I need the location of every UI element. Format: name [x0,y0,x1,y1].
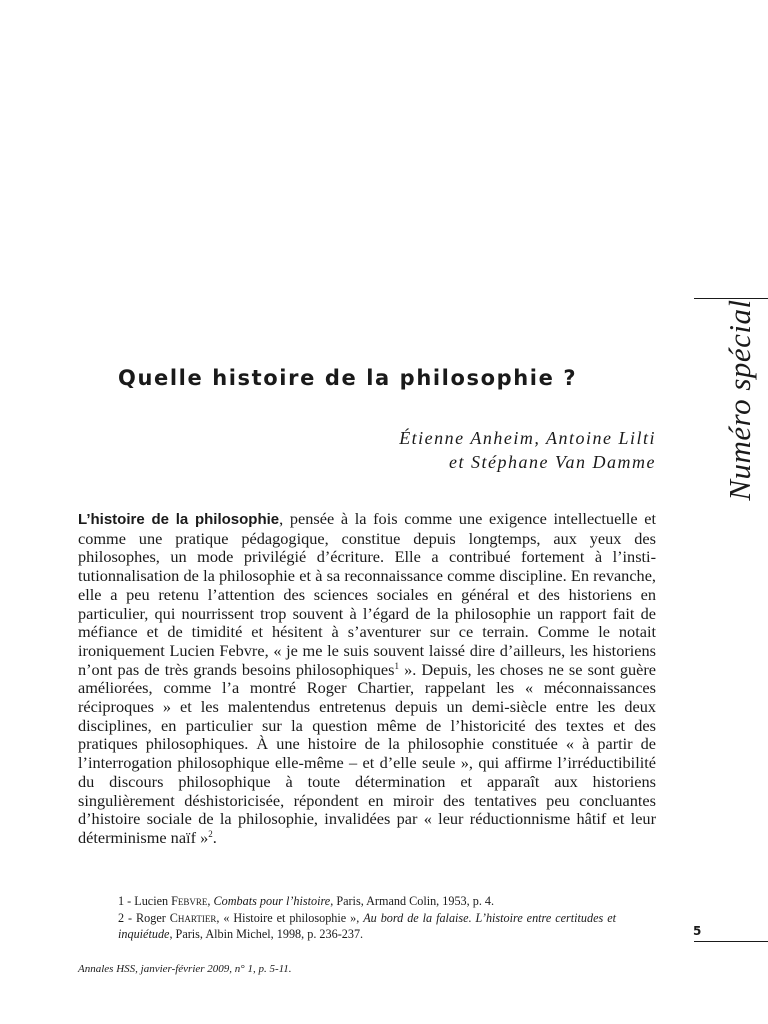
body-segment-2: ». Depuis, les choses ne se sont guère améliorées, comme l’a montré Roger Chartier, rappelant les « méconnaissances réciproques » et les malentendus entretenus depuis un demi-siècle entre les deux disciplines, en particulier sur la question même de l’historicité des textes et des pratiques philosophiques. À une histoire de la philosophie constituée « à partir de l’interrogation philosophique elle-même – et d’elle seule », qui affirme l’irréductibilité du discours philosophique à toute détermination et apparaît aux historiens singulièrement déshistoricisée, répondent en miroir des tentatives peu concluantes d’histoire sociale de la philosophie, invalidées par « leur réductionnisme hâtif et leur déterminisme naïf » [78,659,656,847]
footnote-2-work: Au bord de la falaise. L’histoire entre certitudes et inquiétude [118,910,616,941]
page-number: 5 [693,924,702,938]
footnote-1 [118,893,616,910]
journal-citation: Annales HSS, janvier-février 2009, n° 1, p. 5-11. [78,963,292,975]
footnote-ref-2[interactable]: 2 [208,828,213,839]
footnote-2-prefix: 2 - Roger [118,910,170,925]
footnote-1-prefix: 1 - Lucien [118,894,172,908]
footnote-1-work: Combats pour l’histoire [213,894,331,908]
authors-line-2: et Stéphane Van Damme [449,452,656,472]
lead-phrase: L’histoire de la philosophie [78,511,280,528]
footnote-1-rest: , Paris, Armand Colin, 1953, p. 4. [330,894,495,908]
body-segment-1: , pensée à la fois comme une exigence intellectuelle et comme une pratique pédagogique, constitue depuis longtemps, aux yeux des philosophes, un mode privilégié d’écriture. Elle a contribué fortement à l’institutionnalisation de la philosophie et à sa reconnaissance comme discipline. En revanche, elle a peu retenu l’attention des sciences sociales en général et des historiens en particulier, qui nourrissent trop souvent à l’égard de la philosophie un rapport fait de méfiance et de timidité et hésitent à s’aventurer sur ce terrain. Comme le notait ironiquement Lucien Febvre, « je me le suis souvent laissé dire d’ailleurs, les historiens n’ont pas de très grands besoins philosophiques [78,509,656,679]
authors-block [399,426,656,474]
side-rule-bottom [694,941,768,942]
article-title: Quelle histoire de la philosophie ? [118,366,578,390]
body-segment-3: . [212,827,217,847]
authors-line-1: Étienne Anheim, Antoine Lilti [399,428,656,448]
footnote-ref-1[interactable]: 1 [394,660,399,671]
footnote-2-author: Chartier [169,910,217,925]
footnote-1-sep: , [207,894,214,908]
body-paragraph [78,510,656,848]
footnote-2-sep: , « Histoire et philosophie », [216,910,364,925]
footnote-2-rest: , Paris, Albin Michel, 1998, p. 236-237. [169,927,364,941]
special-issue-label: Numéro spécial [722,299,757,501]
footnote-2 [118,910,616,943]
footnote-1-author: Febvre [171,894,208,908]
footnotes [118,893,616,943]
